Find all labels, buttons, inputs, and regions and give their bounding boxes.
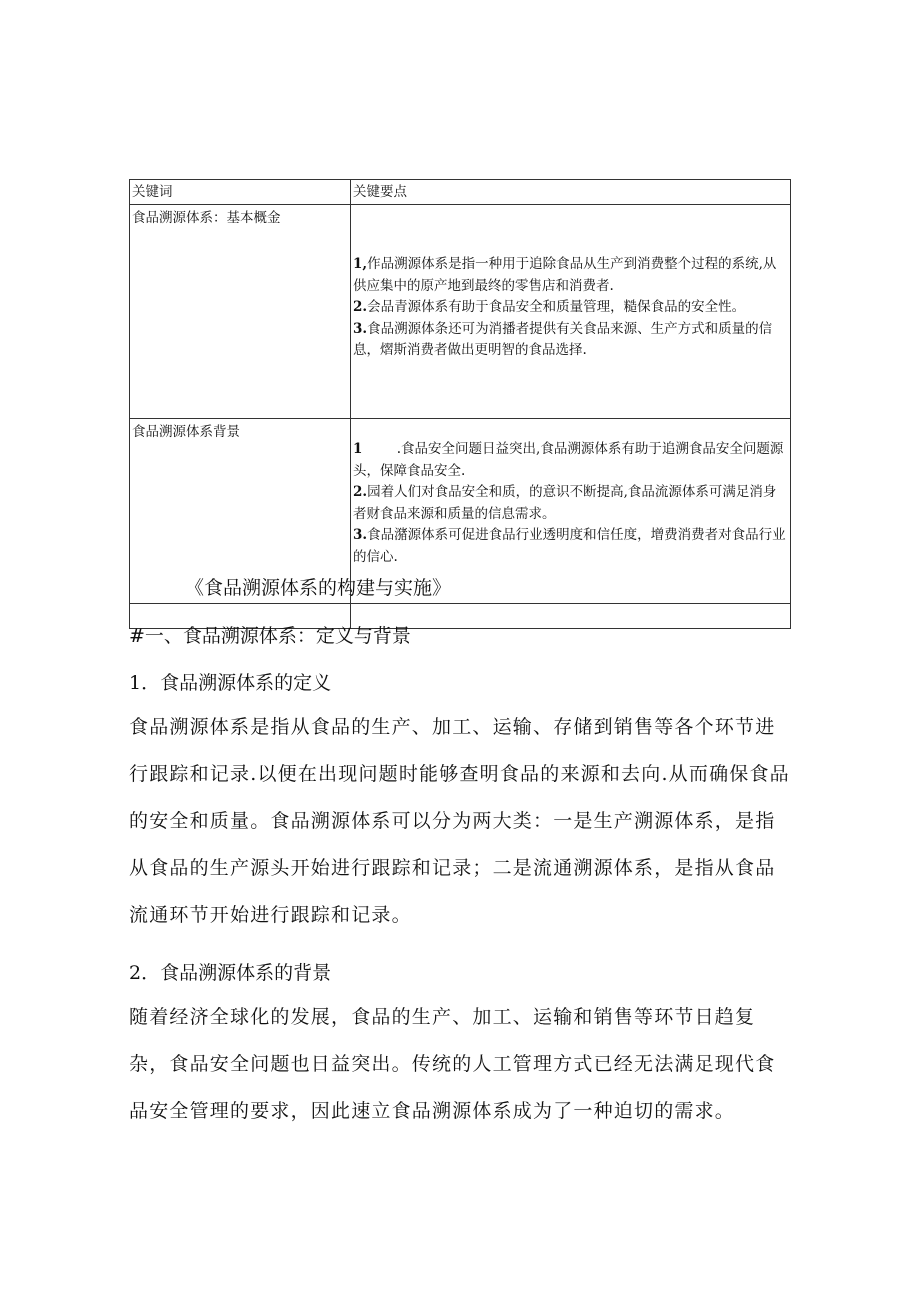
- subheading-definition: 1．食品溯源体系的定义: [129, 672, 332, 694]
- point-number: 1: [353, 441, 363, 457]
- row-keyword: 食品溯源体系背景: [130, 419, 351, 604]
- point-item: [353, 297, 788, 319]
- header-points: 关键要点: [351, 180, 791, 205]
- point-text: 食品潴源体系可促进食品行业透明度和信任度，增费消费者对食品行业的信心.: [353, 527, 786, 565]
- point-item: [353, 254, 788, 297]
- document-title: 《食品溯源体系的构建与实施》: [185, 577, 452, 599]
- point-text: 园着人们对食品安全和质，的意识不断提高,食品流源体系可满足消身者财食品来源和质量的信息需求。: [353, 484, 777, 522]
- point-number: 3.: [353, 527, 368, 543]
- table-row: [130, 205, 791, 419]
- paragraph-background: 随着经济全球化的发展，食品的生产、加工、运输和销售等环节日趋复杂，食品安全问题也日益突出。传统的人工管理方式已经无法满足现代食品安全管理的要求，因此速立食品溯源体系成为了一种迫切的需求。: [129, 1006, 776, 1122]
- point-number: 2.: [353, 484, 368, 500]
- point-number: 1,: [353, 256, 368, 272]
- subheading-background: 2．食品溯源体系的背景: [129, 962, 332, 984]
- table-header-row: [130, 180, 791, 205]
- point-text: 作品溯源体系是指一种用于追除食品从生产到消费整个过程的系统,从供应集中的原产地到最终的零售店和消费者.: [353, 256, 777, 294]
- point-item: [353, 482, 788, 525]
- point-number: 3.: [353, 320, 368, 337]
- row-points: [351, 205, 791, 419]
- empty-cell: [351, 604, 791, 629]
- row-keyword: 食品溯源体系：基本概金: [130, 205, 351, 419]
- key-points-table: [129, 179, 791, 629]
- section-heading: #一、食品溯源体系：定义与背景: [129, 625, 411, 647]
- point-item: [353, 525, 788, 568]
- point-number: 2.: [353, 299, 368, 315]
- point-text: .食品安全问题日益突出,食品溯源体系有助于追溯食品安全问题源头，保障食品安全.: [353, 441, 784, 479]
- point-text: 食品溯源体条还可为消播者提供有关食品来源、生产方式和质量的信息，熠斯消费者做出更明智的食品选择.: [353, 320, 773, 358]
- header-keyword: 关键词: [130, 180, 351, 205]
- point-item: [353, 319, 788, 362]
- paragraph-definition: 食品溯源体系是指从食品的生产、加工、运输、存储到销售等各个环节进行跟踪和记录.以便在出现问题时能够查明食品的来源和去向.从而确保食品的安全和质量。食品溯源体系可以分为两大类：一是生产溯源体系，是指从食品的生产源头开始进行跟踪和记录；二是流通溯源体系，是指从食品流通环节开始进行跟踪和记录。: [129, 716, 790, 926]
- point-item: [353, 439, 788, 482]
- point-text: 会品青源体系有助于食品安全和质量管理，糙保食品的安全性。: [367, 299, 746, 315]
